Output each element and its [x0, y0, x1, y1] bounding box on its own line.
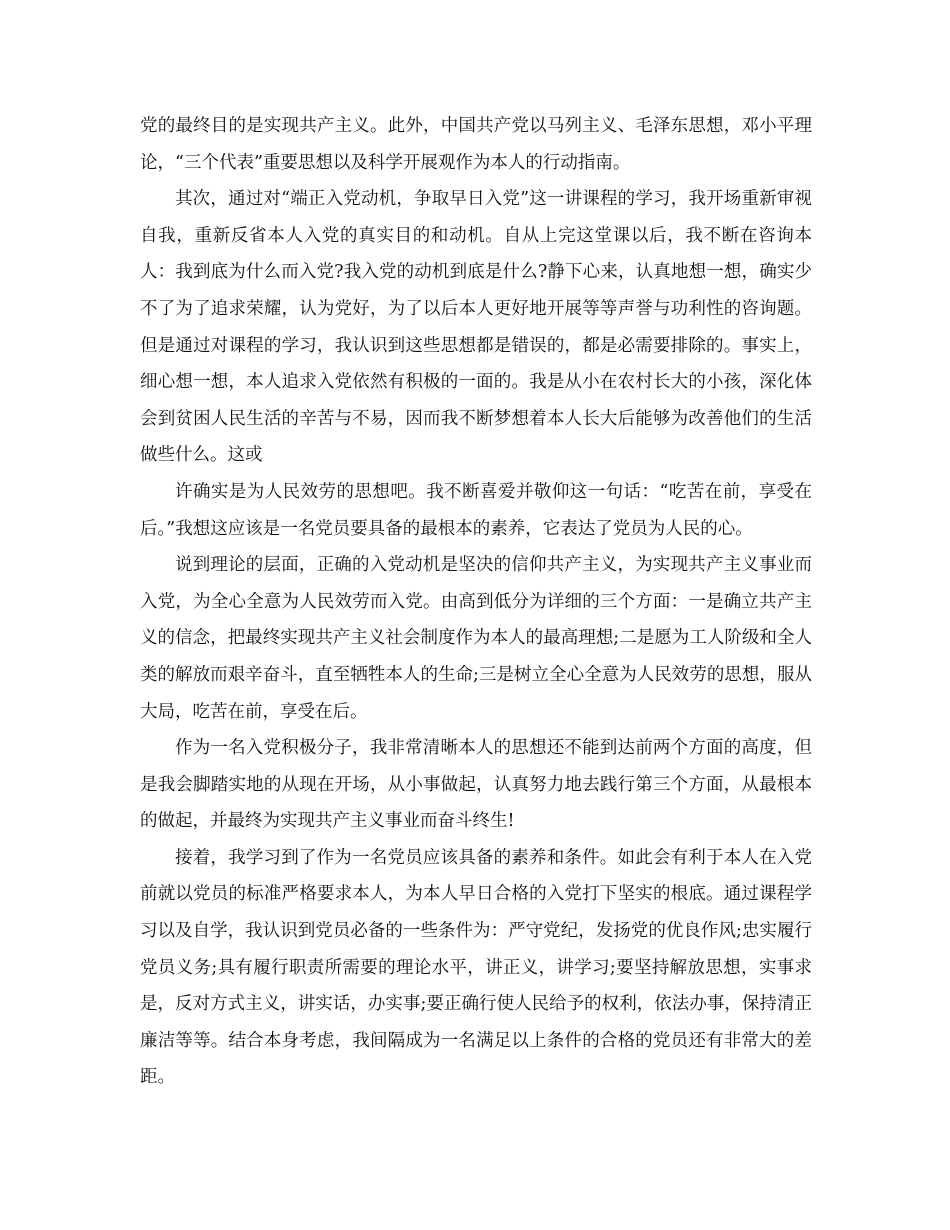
document-page	[140, 108, 812, 1096]
paragraph-2: 其次，通过对“端正入党动机，争取早日入党”这一讲课程的学习，我开场重新审视自我，重新反省本人入党的真实目的和动机。自从上完这堂课以后，我不断在咨询本人：我到底为什么而入党?我入党的动机到底是什么?静下心来，认真地想一想，确实少不了为了追求荣耀，认为党好，为了以后本人更好地开展等等声誉与功利性的咨询题。但是通过对课程的学习，我认识到这些思想都是错误的，都是必需要排除的。事实上，细心想一想，本人追求入党依然有积极的一面的。我是从小在农村长大的小孩，深化体会到贫困人民生活的辛苦与不易，因而我不断梦想着本人长大后能够为改善他们的生活做些什么。这或	[140, 189, 812, 466]
paragraph-4: 说到理论的层面，正确的入党动机是坚决的信仰共产主义，为实现共产主义事业而入党，为全心全意为人民效劳而入党。由高到低分为详细的三个方面：一是确立共产主义的信念，把最终实现共产主义社会制度作为本人的最高理想;二是愿为工人阶级和全人类的解放而艰辛奋斗，直至牺牲本人的生命;三是树立全心全意为人民效劳的思想，服从大局，吃苦在前，享受在后。	[140, 555, 812, 722]
paragraph-6: 接着，我学习到了作为一名党员应该具备的素养和条件。如此会有利于本人在入党前就以党员的标准严格要求本人，为本人早日合格的入党打下坚实的根底。通过课程学习以及自学，我认识到党员必备的一些条件为：严守党纪，发扬党的优良作风;忠实履行党员义务;具有履行职责所需要的理论水平，讲正义，讲学习;要坚持解放思想，实事求是，反对方式主义，讲实话，办实事;要正确行使人民给予的权利，依法办事，保持清正廉洁等等。结合本身考虑，我间隔成为一名满足以上条件的合格的党员还有非常大的差距。	[140, 847, 812, 1088]
paragraph-1: 党的最终目的是实现共产主义。此外，中国共产党以马列主义、毛泽东思想，邓小平理论，“三个代表”重要思想以及科学开展观作为本人的行动指南。	[140, 116, 812, 173]
paragraph-3: 许确实是为人民效劳的思想吧。我不断喜爱并敬仰这一句话：“吃苦在前，享受在后。”我想这应该是一名党员要具备的最根本的素养，它表达了党员为人民的心。	[140, 481, 812, 539]
paragraph-5: 作为一名入党积极分子，我非常清晰本人的思想还不能到达前两个方面的高度，但是我会脚踏实地的从现在开场，从小事做起，认真努力地去践行第三个方面，从最根本的做起，并最终为实现共产主义事业而奋斗终生!	[140, 738, 812, 832]
